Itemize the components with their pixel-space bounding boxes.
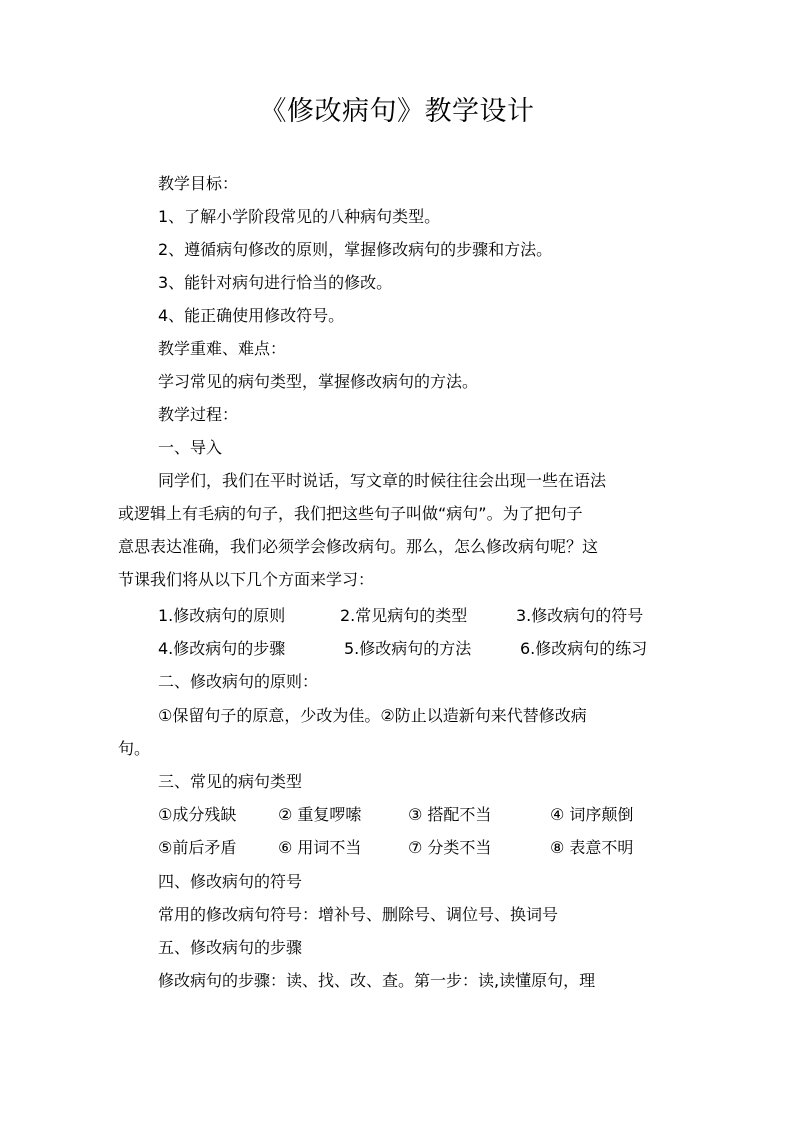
type-item: ⑥ 用词不当 (278, 838, 362, 857)
section-heading-intro: 一、导入 (158, 438, 223, 457)
objective-item: 1、了解小学阶段常见的八种病句类型。 (158, 207, 441, 226)
topics-row (158, 637, 678, 661)
topic-item: 3.修改病句的符号 (516, 606, 644, 625)
topic-item: 5.修改病句的方法 (344, 639, 472, 658)
paragraph-line: 同学们，我们在平时说话，写文章的时候往往会出现一些在语法 (158, 471, 607, 490)
symbols-text: 常用的修改病句符号：增补号、删除号、调位号、换词号 (158, 905, 559, 924)
section-heading-steps: 五、修改病句的步骤 (158, 938, 303, 957)
paragraph-line: 意思表达准确，我们必须学会修改病句。那么，怎么修改病句呢？这 (118, 537, 599, 556)
paragraph-line: 句。 (118, 739, 151, 758)
paragraph-line: ①保留句子的原意，少改为佳。②防止以造新句来代替修改病 (158, 706, 587, 725)
objective-item: 4、能正确使用修改符号。 (158, 306, 345, 325)
type-item: ①成分残缺 (158, 805, 237, 824)
type-item: ④ 词序颠倒 (550, 805, 634, 824)
paragraph-line: 或逻辑上有毛病的句子，我们把这些句子叫做“病句”。为了把句子 (118, 504, 583, 523)
type-item: ⑦ 分类不当 (408, 838, 492, 857)
key-points-text: 学习常见的病句类型，掌握修改病句的方法。 (158, 372, 479, 391)
section-heading-principles: 二、修改病句的原则： (158, 672, 319, 691)
type-item: ② 重复啰嗦 (278, 805, 362, 824)
type-item: ③ 搭配不当 (408, 805, 492, 824)
topic-item: 1.修改病句的原则 (158, 606, 286, 625)
steps-text: 修改病句的步骤：读、找、改、查。第一步：读,读懂原句，理 (158, 971, 596, 990)
document-title: 《修改病句》教学设计 (259, 96, 535, 127)
paragraph-line: 节课我们将从以下几个方面来学习： (118, 570, 375, 589)
objective-item: 2、遵循病句修改的原则，掌握修改病句的步骤和方法。 (158, 240, 553, 259)
section-heading-types: 三、常见的病句类型 (158, 772, 303, 791)
objective-item: 3、能针对病句进行恰当的修改。 (158, 273, 393, 292)
type-item: ⑧ 表意不明 (550, 838, 634, 857)
topics-row (158, 604, 678, 628)
types-row (158, 803, 678, 827)
section-heading-symbols: 四、修改病句的符号 (158, 872, 303, 891)
objectives-heading: 教学目标： (158, 174, 239, 193)
topic-item: 2.常见病句的类型 (340, 606, 468, 625)
type-item: ⑤前后矛盾 (158, 838, 237, 857)
types-row (158, 836, 678, 860)
key-points-heading: 教学重难、难点： (158, 339, 287, 358)
topic-item: 4.修改病句的步骤 (158, 639, 286, 658)
process-heading: 教学过程： (158, 405, 239, 424)
topic-item: 6.修改病句的练习 (520, 639, 648, 658)
